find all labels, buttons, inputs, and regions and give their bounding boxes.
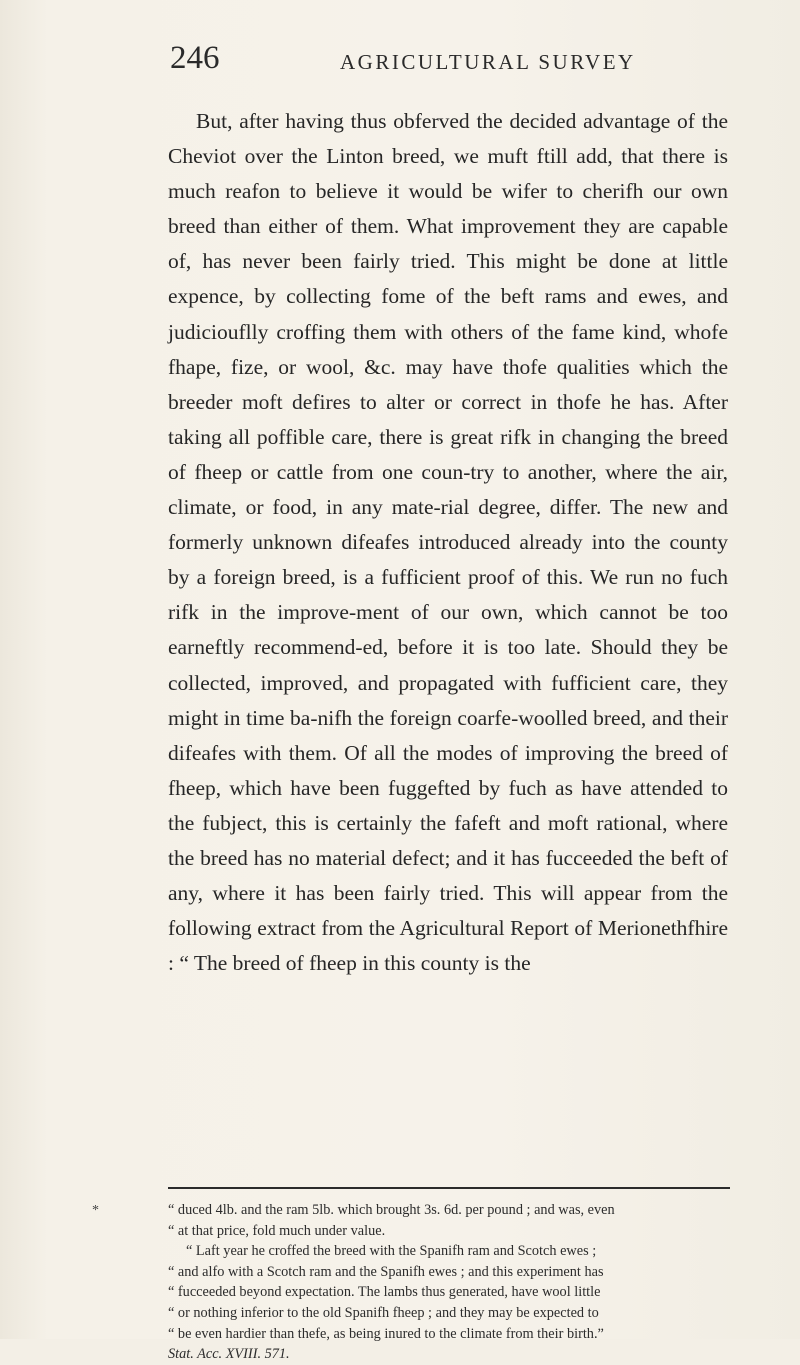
page-header [170, 40, 730, 80]
footnote-divider [168, 1187, 730, 1189]
footnote [168, 1200, 730, 1365]
body-paragraph: But, after having thus obferved the decided advantage of the Cheviot over the Linton breed, we muft ftill add, that there is much reafon to believe it would be wifer to cherifh our own breed than either of them. What improvement they are capable of, has never been fairly tried. This might be done at little expence, by collecting fome of the beft rams and ewes, and judiciouflly croffing them with others of the fame kind, whofe fhape, fize, or wool, &c. may have thofe qualities which the breeder moft defires to alter or correct in thofe he has. After taking all poffible care, there is great rifk in changing the breed of fheep or cattle from one coun-try to another, where the air, climate, or food, in any mate-rial degree, differ. The new and formerly unknown difeafes introduced already into the county by a foreign breed, is a fufficient proof of this. We run no fuch rifk in the improve-ment of our own, which cannot be too earneftly recommend-ed, before it is too late. Should they be collected, improved, and propagated with fufficient care, they might in time ba-nifh the foreign coarfe-woolled breed, and their difeafes with them. Of all the modes of improving the breed of fheep, which have been fuggefted by fuch as have attended to the fubject, this is certainly the fafeft and moft rational, where the breed has no material defect; and it has fucceeded the beft of any, where it has been fairly tried. This will appear from the following extract from the Agricultural Report of Merionethfhire : “ The breed of fheep in this county is the [168, 109, 728, 976]
page-number: 246 [170, 40, 220, 76]
running-head: AGRICULTURAL SURVEY [340, 50, 636, 74]
footnote-line: “ duced 4lb. and the ram 5lb. which brought 3s. 6d. per pound ; and was, even [168, 1202, 615, 1218]
footnote-line: “ at that price, fold much under value. [168, 1222, 386, 1239]
footnote-line: “ or nothing inferior to the old Spanifh fheep ; and they may be expected to [168, 1304, 599, 1321]
footnote-line: “ fucceeded beyond expectation. The lambs thus generated, have wool little [168, 1284, 601, 1301]
main-text [168, 104, 728, 981]
footnote-citation: Stat. Acc. XVIII. 571. [168, 1346, 290, 1363]
footnote-marker: * [92, 1203, 99, 1218]
footnote-line: “ Laft year he croffed the breed with the Spanifh ram and Scotch ewes ; [186, 1243, 597, 1260]
footnote-line: “ and alfo with a Scotch ram and the Spanifh ewes ; and this experiment has [168, 1263, 604, 1280]
footnote-line: “ be even hardier than thefe, as being inured to the climate from their birth.” [168, 1325, 604, 1342]
